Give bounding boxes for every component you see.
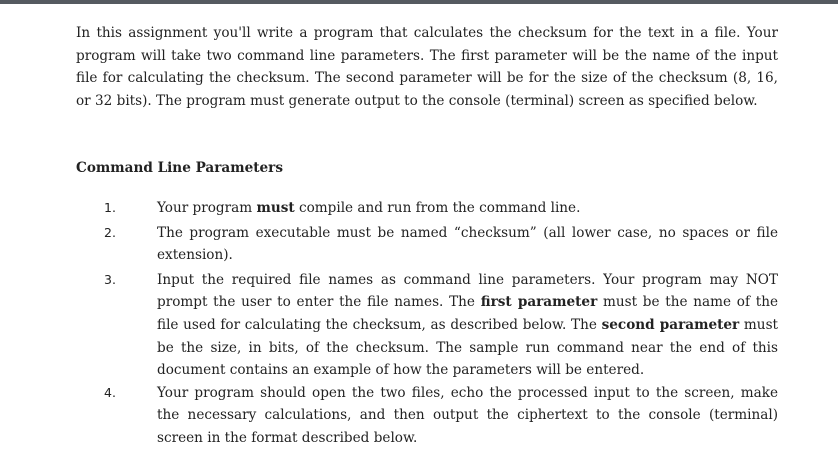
- list-item: [76, 197, 778, 220]
- list-item-text: The program executable must be named “checksum” (all lower case, no spaces or file extension).: [157, 224, 778, 264]
- list-item-number: 3.: [104, 271, 116, 287]
- list-item-emphasis: must: [256, 200, 295, 216]
- list-item-text: Your program: [157, 200, 257, 216]
- section-heading: Command Line Parameters: [76, 160, 283, 176]
- list-item-text: must be the name of the file used for calculating the checksum, as described below. The: [157, 294, 778, 333]
- list-item-text: Your program should open the two files, echo the processed input to the screen, make the necessary calculations, and then output the ciphertext to the console (terminal) screen in the format described below.: [157, 384, 778, 446]
- list-item-emphasis: first parameter: [480, 294, 598, 311]
- document-page: [76, 22, 779, 446]
- requirements-list: [76, 197, 778, 450]
- list-item-number: 1.: [104, 200, 116, 215]
- list-item: [76, 269, 778, 382]
- list-item-text: compile and run from the command line.: [294, 200, 581, 216]
- list-item-emphasis: second parameter: [601, 316, 740, 333]
- list-item-number: 4.: [104, 384, 116, 400]
- list-item-number: 2.: [104, 224, 116, 240]
- list-item: [76, 382, 778, 450]
- list-item-text: Input the required file names as command line parameters. Your program may NOT prompt the user to enter the file names. The: [157, 271, 778, 311]
- top-divider: [0, 0, 838, 4]
- list-item-text: must be the size, in bits, of the checksum. The sample run command near the end of this document contains an example of how the parameters will be entered.: [157, 316, 779, 379]
- intro-paragraph: In this assignment you'll write a program that calculates the checksum for the text in a file. Your program will take two command line parameters. The first parameter will be the name of the input file for calculating the checksum. The second parameter will be for the size of the checksum (8, 16, or 32 bits). The program must generate output to the console (terminal) screen as specified below.: [76, 25, 778, 109]
- list-item: [76, 222, 778, 267]
